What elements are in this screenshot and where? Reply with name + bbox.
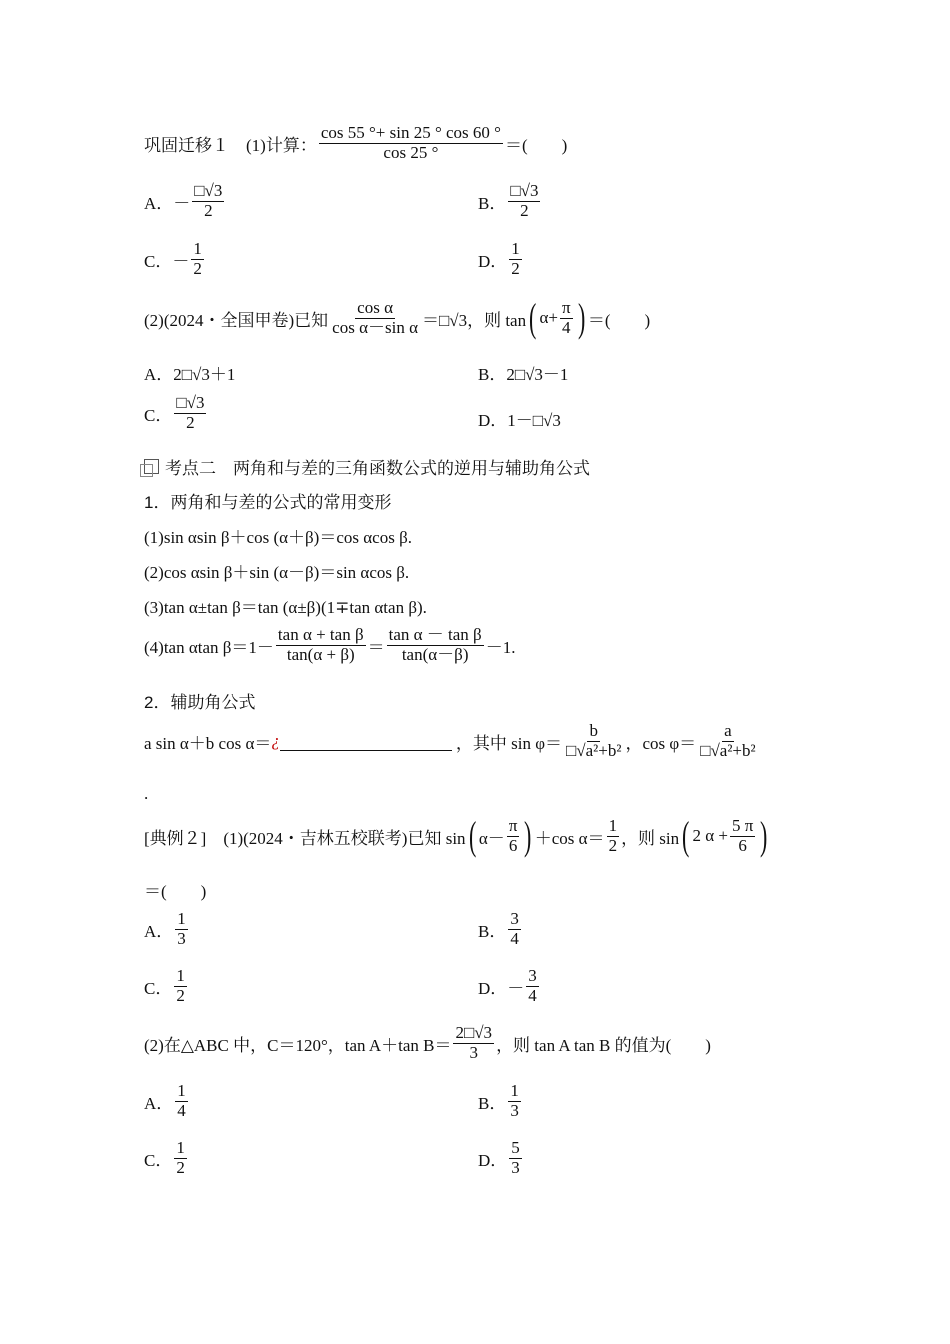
ex2-mid2: ，则 sin bbox=[621, 828, 680, 848]
q1-tail: ＝( ) bbox=[504, 135, 568, 155]
option-letter: A． bbox=[144, 921, 174, 941]
right-paren: ) bbox=[577, 295, 585, 340]
subheading-1: 1．两角和与差的公式的常用变形 bbox=[144, 493, 392, 512]
q1-option-a bbox=[144, 182, 226, 220]
q2-label: (2)(2024・全国甲卷)已知 bbox=[144, 310, 329, 330]
f4-eq: ＝ bbox=[367, 637, 385, 657]
f4-num2: tan α － tan β bbox=[388, 625, 482, 644]
option-den: 3 bbox=[177, 928, 186, 948]
option-den: 3 bbox=[511, 1157, 520, 1177]
q1-num: cos 55 °+ sin 25 ° cos 60 ° bbox=[320, 123, 501, 142]
option-num: □√3 bbox=[176, 393, 205, 412]
option-num: 3 bbox=[528, 966, 537, 985]
left-paren: ( bbox=[468, 813, 476, 858]
aux-fraction-1 bbox=[564, 722, 623, 760]
option-letter: B． bbox=[478, 921, 507, 941]
ex2b-option-b bbox=[478, 1082, 523, 1120]
ex2-half-fraction bbox=[607, 817, 620, 855]
option-letter: A． bbox=[144, 1093, 174, 1113]
option-sign: － bbox=[507, 978, 525, 998]
option-den: 2 bbox=[520, 200, 529, 220]
option-letter: B． bbox=[478, 193, 507, 213]
f4-den2: tan(α－β) bbox=[401, 644, 469, 664]
ex2b-num: 2□√3 bbox=[455, 1023, 493, 1042]
right-paren: ) bbox=[524, 813, 532, 858]
option-fraction bbox=[508, 1082, 521, 1120]
option-fraction bbox=[191, 240, 204, 278]
formula-2: (2)cos αsin β＋sin (α－β)＝sin αcos β. bbox=[144, 563, 410, 582]
f4-den1: tan(α + β) bbox=[286, 644, 355, 664]
option-num: 1 bbox=[176, 966, 185, 985]
section-heading bbox=[144, 454, 590, 479]
option-num: □√3 bbox=[194, 181, 223, 200]
option-num: 1 bbox=[510, 1081, 519, 1100]
option-sign: － bbox=[173, 193, 191, 213]
subheading-2: 2．辅助角公式 bbox=[144, 693, 256, 712]
aux-blank[interactable] bbox=[280, 732, 452, 751]
ex2-inner1: α－ bbox=[478, 828, 505, 848]
option-fraction bbox=[175, 1082, 188, 1120]
option-num: 1 bbox=[176, 1138, 185, 1157]
option-num: □√3 bbox=[510, 181, 539, 200]
q2-option-c bbox=[144, 394, 208, 432]
aux-num2: a bbox=[724, 721, 732, 740]
option-den: 2 bbox=[176, 1157, 185, 1177]
option-letter: B． bbox=[478, 1093, 507, 1113]
pi-num: 5 π bbox=[731, 815, 754, 835]
formula-4 bbox=[144, 626, 515, 664]
option-letter: C． bbox=[144, 405, 173, 425]
ex2b-den: 3 bbox=[469, 1042, 478, 1062]
ex2-label: [典例２] (1)(2024・吉林五校联考)已知 sin bbox=[144, 828, 466, 848]
option-den: 2 bbox=[204, 200, 213, 220]
option-letter: C． bbox=[144, 1150, 173, 1170]
q1-option-d bbox=[478, 240, 524, 278]
option-fraction bbox=[175, 910, 188, 948]
pi-num: π bbox=[508, 815, 518, 835]
f4-fraction-2 bbox=[387, 626, 484, 664]
aux-pre: a sin α＋b cos α＝ bbox=[144, 733, 272, 753]
half-num: 1 bbox=[608, 815, 618, 835]
option-fraction bbox=[192, 182, 224, 220]
q2-inner: α+ bbox=[539, 308, 558, 327]
q2-num: cos α bbox=[357, 297, 393, 317]
ex2-option-d bbox=[478, 967, 541, 1005]
option-letter: D． bbox=[478, 251, 508, 271]
q1-label: 巩固迁移１ (1)计算： bbox=[144, 135, 317, 155]
q1-option-b bbox=[478, 182, 542, 220]
option-num: 1 bbox=[177, 909, 186, 928]
option-num: 1 bbox=[511, 239, 520, 258]
q2-den: cos α－sin α bbox=[332, 317, 418, 337]
aux-cos: ，cos φ＝ bbox=[625, 733, 697, 753]
aux-fraction-2 bbox=[698, 722, 757, 760]
option-fraction bbox=[508, 182, 540, 220]
q2-fraction bbox=[330, 299, 420, 337]
f4-fraction-1 bbox=[276, 626, 366, 664]
f4-tail: －1. bbox=[485, 637, 516, 657]
option-den: 2 bbox=[186, 412, 195, 432]
formula-3: (3)tan α±tan β＝tan (α±β)(1∓tan αtan β). bbox=[144, 598, 427, 617]
aux-num1: b bbox=[589, 721, 598, 740]
aux-den1: □√a²+b² bbox=[566, 740, 622, 760]
option-letter: C． bbox=[144, 251, 173, 271]
ex2-pi1-fraction bbox=[507, 817, 520, 855]
q2-option-d: D．1－□√3 bbox=[478, 411, 561, 430]
ex2b-option-c bbox=[144, 1139, 189, 1177]
q1-den: cos 25 ° bbox=[383, 142, 439, 162]
left-paren: ( bbox=[529, 295, 537, 340]
option-fraction bbox=[174, 967, 187, 1005]
option-letter: D． bbox=[478, 1150, 508, 1170]
option-num: 1 bbox=[177, 1081, 186, 1100]
half-den: 2 bbox=[608, 835, 618, 855]
q2-tail: ＝( ) bbox=[587, 310, 651, 330]
option-letter: C． bbox=[144, 978, 173, 998]
section-title: 考点二 两角和与差的三角函数公式的逆用与辅助角公式 bbox=[165, 459, 590, 478]
pi-num: π bbox=[561, 297, 571, 317]
option-den: 3 bbox=[510, 1100, 519, 1120]
option-den: 2 bbox=[193, 258, 202, 278]
f4-pre: (4)tan αtan β＝1－ bbox=[144, 637, 274, 657]
option-letter: D． bbox=[478, 978, 508, 998]
ex2b-option-a bbox=[144, 1082, 190, 1120]
left-paren: ( bbox=[682, 813, 690, 858]
aux-dot: . bbox=[144, 784, 149, 803]
q1-fraction bbox=[319, 124, 503, 162]
ex2b-label: (2)在△ABC 中，C＝120°，tan A＋tan B＝ bbox=[144, 1035, 452, 1055]
option-sign: － bbox=[172, 251, 190, 271]
ex2-pi2-fraction bbox=[730, 817, 755, 855]
aux-formula bbox=[144, 722, 760, 760]
q2-option-b: B．2□√3－1 bbox=[478, 365, 569, 384]
formula-1: (1)sin αsin β＋cos (α＋β)＝cos αcos β. bbox=[144, 528, 412, 547]
option-fraction bbox=[509, 1139, 522, 1177]
ex2-option-b bbox=[478, 910, 523, 948]
ex2b-fraction bbox=[453, 1024, 494, 1062]
option-num: 3 bbox=[510, 909, 519, 928]
pi-den: 6 bbox=[508, 835, 518, 855]
ex2b-option-d bbox=[478, 1139, 524, 1177]
q2-stem bbox=[144, 295, 651, 340]
f4-num1: tan α + tan β bbox=[277, 625, 364, 644]
option-fraction bbox=[526, 967, 539, 1005]
ex2-tail: ＝( ) bbox=[144, 882, 207, 901]
q1-option-c bbox=[144, 240, 206, 278]
pi-den: 6 bbox=[738, 835, 747, 855]
ex2b-tail: ，则 tan A tan B 的值为( ) bbox=[496, 1035, 711, 1055]
aux-mid: ，其中 sin φ＝ bbox=[455, 733, 563, 753]
ex2-mid: ＋cos α＝ bbox=[534, 828, 605, 848]
q2-option-a: A．2□√3＋1 bbox=[144, 365, 236, 384]
option-fraction bbox=[509, 240, 522, 278]
option-num: 1 bbox=[193, 239, 202, 258]
right-paren: ) bbox=[760, 813, 768, 858]
ex2-option-c bbox=[144, 967, 189, 1005]
option-fraction bbox=[174, 394, 206, 432]
option-den: 2 bbox=[511, 258, 520, 278]
ex2-option-a bbox=[144, 910, 190, 948]
q2-pi-fraction bbox=[560, 299, 573, 337]
q2-mid: ＝□√3，则 tan bbox=[421, 310, 527, 330]
option-fraction bbox=[174, 1139, 187, 1177]
ex2-stem bbox=[144, 813, 771, 858]
option-den: 4 bbox=[177, 1100, 186, 1120]
option-fraction bbox=[508, 910, 521, 948]
option-den: 2 bbox=[176, 985, 185, 1005]
aux-den2: □√a²+b² bbox=[700, 740, 756, 760]
option-letter: A． bbox=[144, 193, 174, 213]
section-icon bbox=[144, 459, 159, 474]
option-num: 5 bbox=[511, 1138, 520, 1157]
q1-stem bbox=[144, 124, 567, 162]
pi-den: 4 bbox=[561, 317, 571, 337]
aux-red-mark: ¿ bbox=[271, 731, 280, 751]
ex2-inner2: 2 α + bbox=[692, 826, 728, 845]
option-den: 4 bbox=[528, 985, 537, 1005]
ex2b-stem bbox=[144, 1024, 711, 1062]
option-den: 4 bbox=[510, 928, 519, 948]
